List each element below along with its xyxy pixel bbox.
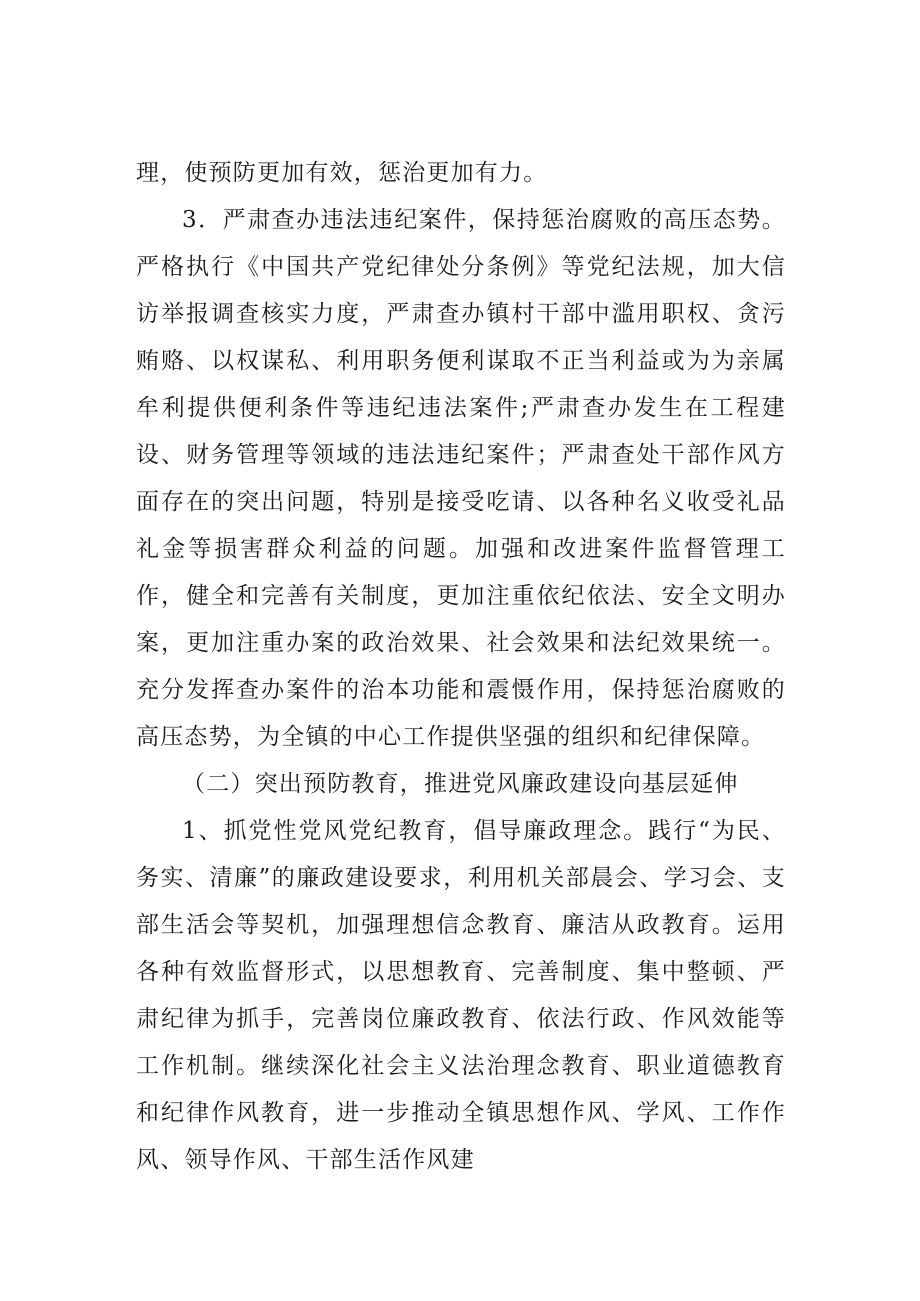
paragraph-item-3: 3．严肃查办违法违纪案件，保持惩治腐败的高压态势。严格执行《中国共产党纪律处分条例》等党纪法规，加大信访举报调查核实力度，严肃查办镇村干部中滥用职权、贪污贿赂、以权谋私、利用职务便利谋取不正当利益或为为亲属牟利提供便利条件等违纪违法案件;严肃查办发生在工程建设、财务管理等领域的违法违纪案件；严肃查处干部作风方面存在的突出问题，特别是接受吃请、以各种名义收受礼品礼金等损害群众利益的问题。加强和改进案件监督管理工作，健全和完善有关制度，更加注重依纪依法、安全文明办案，更加注重办案的政治效果、社会效果和法纪效果统一。充分发挥查办案件的治本功能和震慑作用，保持惩治腐败的高压态势，为全镇的中心工作提供坚强的组织和纪律保障。 [136, 207, 786, 750]
section-heading: （二）突出预防教育，推进党风廉政建设向基层延伸 [182, 771, 739, 797]
paragraph-continuation: 理，使预防更加有效，惩治更加有力。 [136, 160, 548, 186]
paragraph-item-1: 1、抓党性党风党纪教育，倡导廉政理念。践行“为民、务实、清廉”的廉政建设要求，利用机关部晨会、学习会、支部生活会等契机，加强理想信念教育、廉洁从政教育。运用各种有效监督形式，以思想教育、完善制度、集中整顿、严肃纪律为抓手，完善岗位廉政教育、依法行政、作风效能等工作机制。继续深化社会主义法治理念教育、职业道德教育和纪律作风教育，进一步推动全镇思想作风、学风、工作作风、领导作风、干部生活作风建 [136, 818, 786, 1173]
document-body [136, 150, 786, 1184]
